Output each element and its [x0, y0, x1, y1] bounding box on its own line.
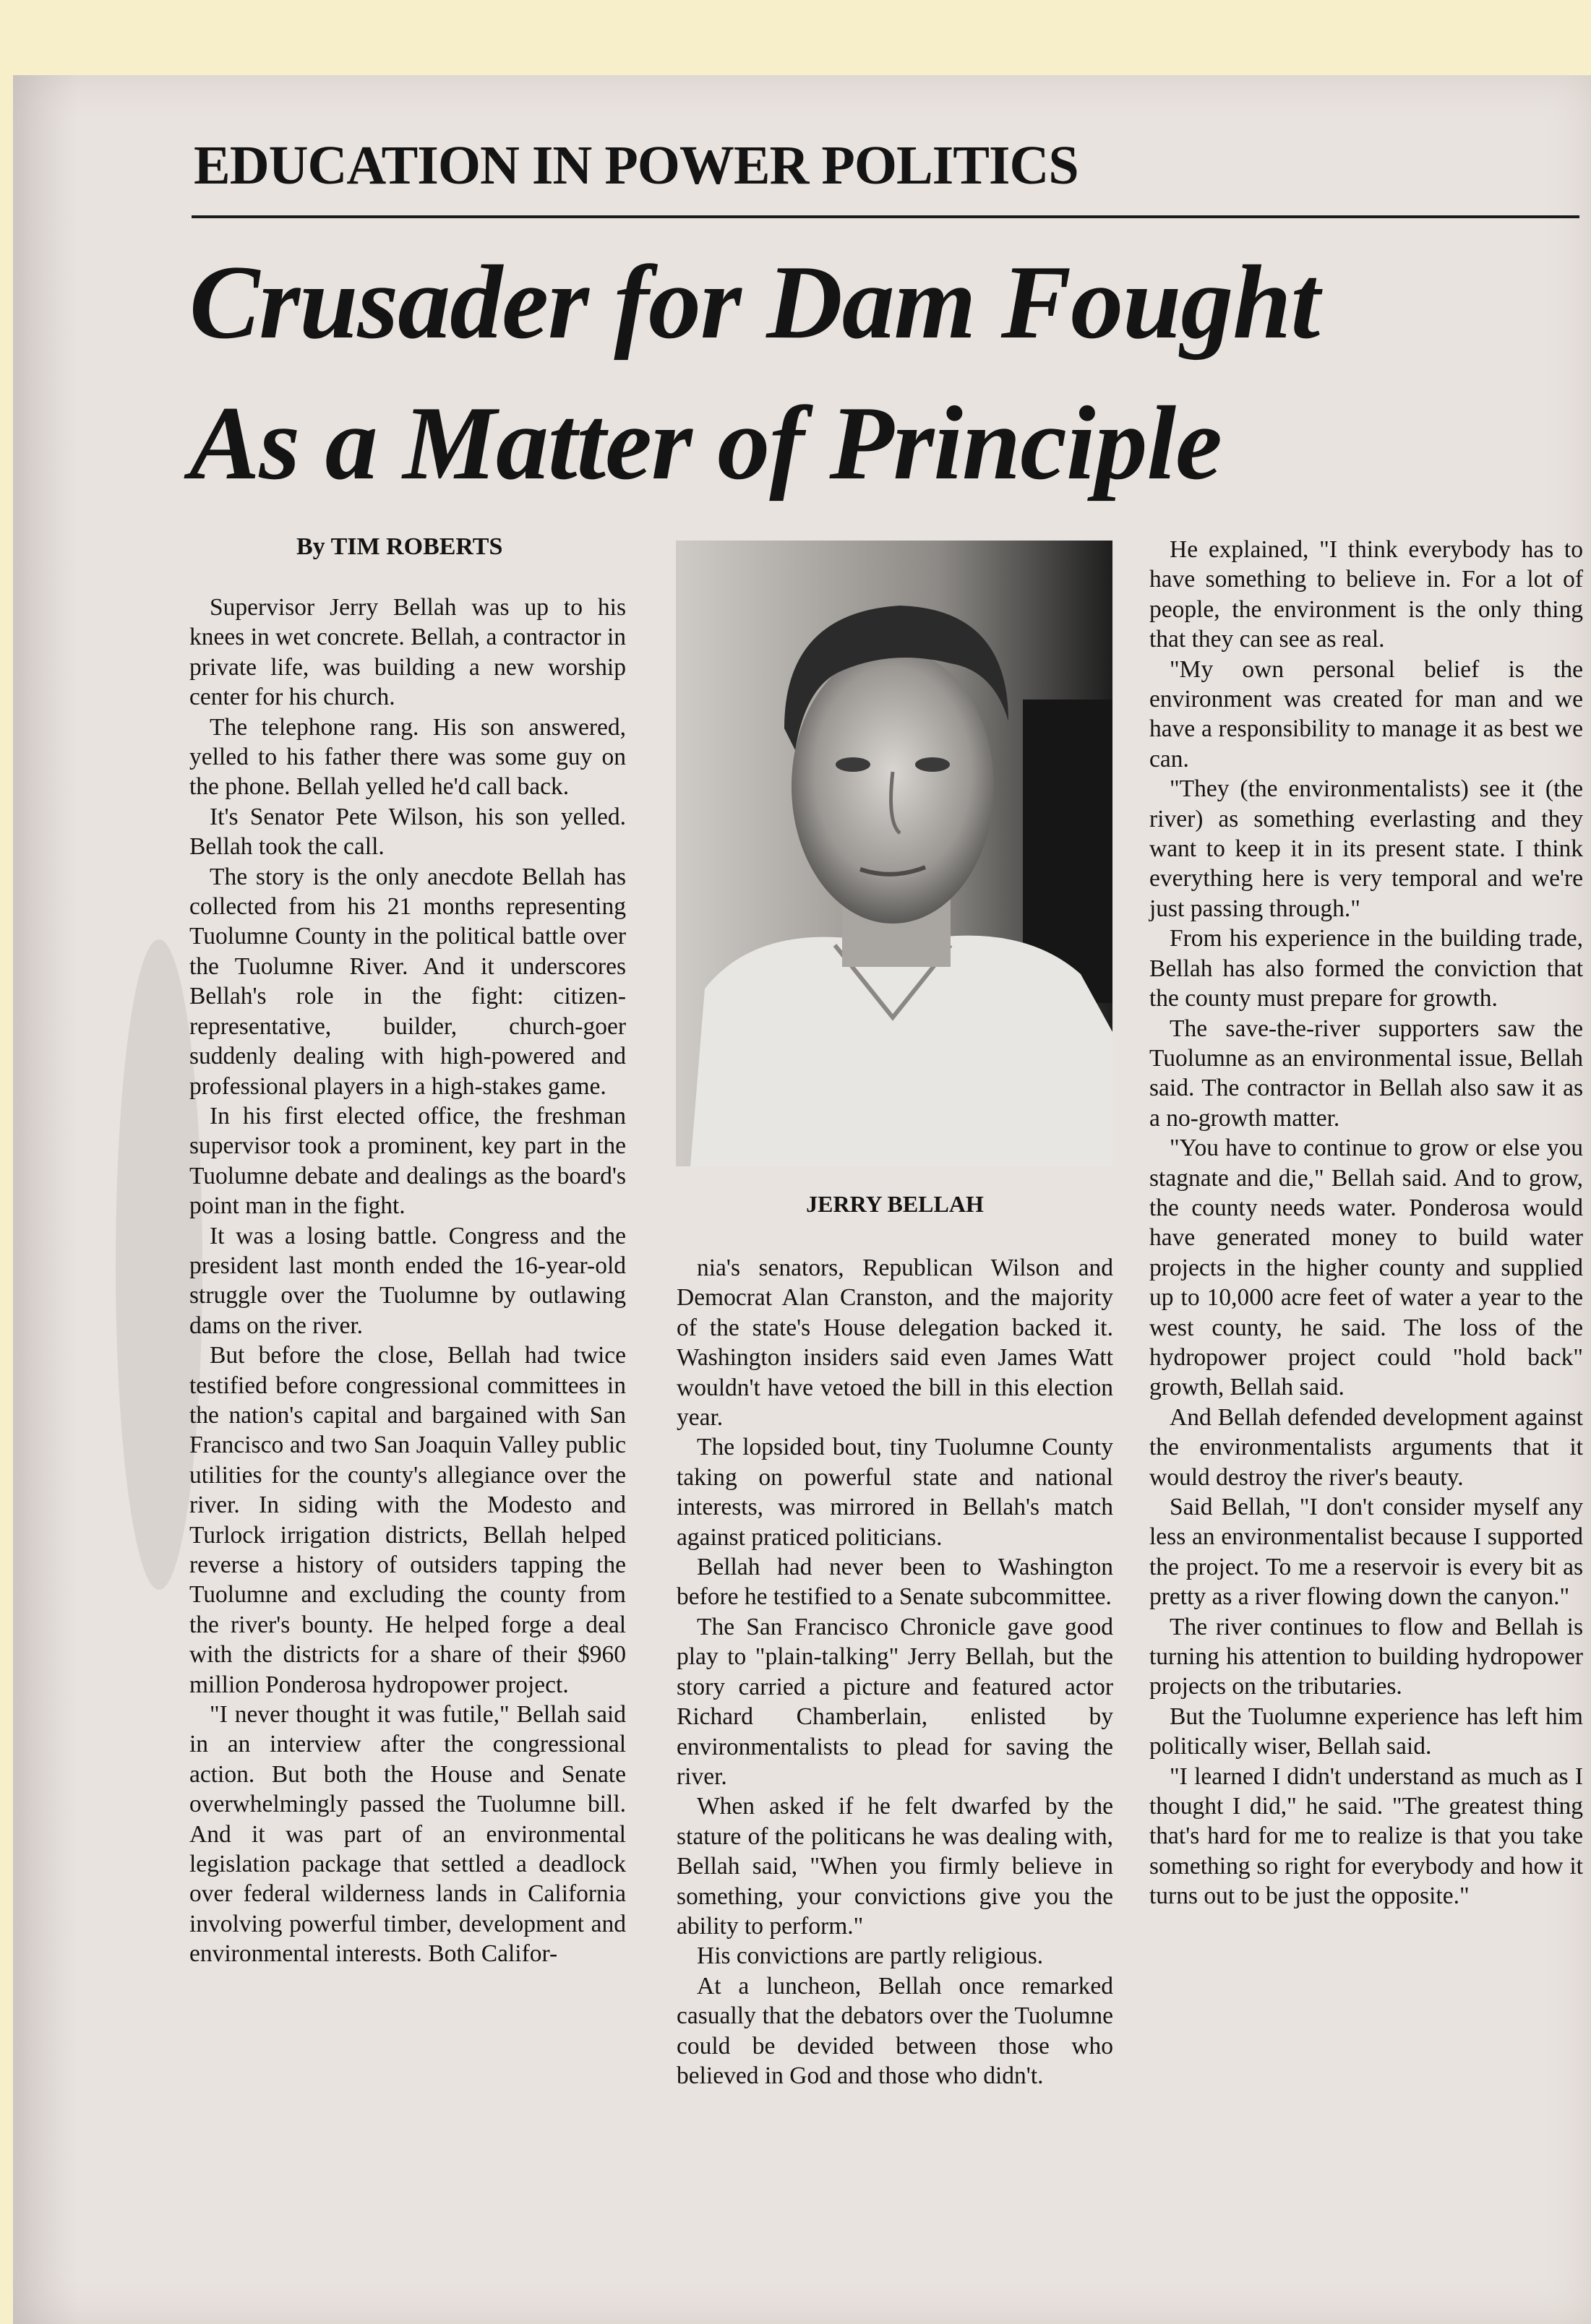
- article-paragraph: At a luncheon, Bellah once remarked casually that the debators over the Tuolumne could be devided between those who believed in God and those who didn't.: [677, 1972, 1113, 2089]
- article-paragraph: "You have to continue to grow or else you stagnate and die," Bellah said. And to grow, the county needs water. Ponderosa would have generated money to build water projects in the higher county and supplied up to 10,000 acre feet of water a year to the west county, he said. The loss of the hydropower project could "hold back" growth, Bellah said.: [1149, 1135, 1583, 1401]
- article-paragraph: Supervisor Jerry Bellah was up to his knees in wet concrete. Bellah, a contractor in private life, was building a new worship center for his church.: [189, 594, 626, 711]
- article-paragraph: But before the close, Bellah had twice testified before congressional committees in the nation's capital and bargained with San Francisco and two San Joaquin Valley public utilities for the county's allegiance over the river. In siding with the Modesto and Turlock irrigation districts, Bellah helped reverse a history of outsiders tapping the Tuolumne and excluding the county from the river's bounty. He helped forge a deal with the districts for a share of their $960 million Ponderosa hydropower project.: [189, 1342, 626, 1698]
- article-paragraph: From his experience in the building trade, Bellah has also formed the conviction that the county must prepare for growth.: [1149, 925, 1583, 1012]
- article-paragraph: Bellah had never been to Washington before he testified to a Senate subcommittee.: [677, 1554, 1113, 1611]
- article-column-3: [1149, 535, 1583, 1911]
- article-paragraph: The save-the-river supporters saw the Tuolumne as an environmental issue, Bellah said. The contractor in Bellah also saw it as a no-growth matter.: [1149, 1015, 1583, 1132]
- article-paragraph: "My own personal belief is the environment was created for man and we have a responsibility to manage it as best we can.: [1149, 655, 1583, 772]
- article-paragraph: But the Tuolumne experience has left him politically wiser, Bellah said.: [1149, 1703, 1583, 1760]
- headline-line-1: Crusader for Dam Fought: [189, 244, 1320, 361]
- article-paragraph: The telephone rang. His son answered, yelled to his father there was some guy on the phone. Bellah yelled he'd call back.: [189, 713, 626, 801]
- article-column-2: [677, 1253, 1113, 2091]
- byline: By TIM ROBERTS: [296, 533, 503, 560]
- article-paragraph: The San Francisco Chronicle gave good play to "plain-talking" Jerry Bellah, but the story carried a picture and featured actor Richard Chamberlain, enlisted by environmentalists to plead for saving the river.: [677, 1613, 1113, 1790]
- article-paragraph: The lopsided bout, tiny Tuolumne County taking on powerful state and national interests, was mirrored in Bellah's match against praticed politicians.: [677, 1434, 1113, 1551]
- article-paragraph: "I learned I didn't understand as much as I thought I did," he said. "The greatest thing that's hard for me to realize is that you take something so right for everybody and how it turns out to be just the opposite.": [1149, 1763, 1583, 1910]
- photo-caption: JERRY BELLAH: [806, 1191, 984, 1217]
- article-paragraph: nia's senators, Republican Wilson and Democrat Alan Cranston, and the majority of the state's House delegation backed it. Washington insiders said even James Watt wouldn't have vetoed the bill in this election year.: [677, 1254, 1113, 1432]
- article-paragraph: The river continues to flow and Bellah is turning his attention to building hydropower projects on the tributaries.: [1149, 1613, 1583, 1700]
- article-paragraph: "I never thought it was futile," Bellah said in an interview after the congressional action. But both the House and Senate overwhelmingly passed the Tuolumne bill. And it was part of an environmental legislation package that settled a deadlock over federal wilderness lands in California involving powerful timber, development and environmental interests. Both Califor-: [189, 1701, 626, 1968]
- headline-line-2: As a Matter of Principle: [189, 384, 1222, 502]
- section-kicker: EDUCATION IN POWER POLITICS: [194, 135, 1078, 196]
- article-paragraph: He explained, "I think everybody has to have something to believe in. For a lot of people, the environment is the only thing that they can see as real.: [1149, 536, 1583, 653]
- article-paragraph: It was a losing battle. Congress and the president last month ended the 16-year-old struggle over the Tuolumne by outlawing dams on the river.: [189, 1222, 626, 1339]
- portrait-illustration: [676, 541, 1112, 1166]
- article-paragraph: When asked if he felt dwarfed by the stature of the politicans he was dealing with, Bellah said, "When you firmly believe in something, your convictions give you the ability to perform.": [677, 1793, 1113, 1940]
- article-paragraph: In his first elected office, the freshman supervisor took a prominent, key part in the Tuolumne debate and dealings as the board's point man in the fight.: [189, 1102, 626, 1220]
- paper-edge-shadow: [13, 75, 78, 2324]
- article-paragraph: "They (the environmentalists) see it (the river) as something everlasting and they want to keep it in its present state. I think everything here is very temporal and we're just passing through.": [1149, 775, 1583, 922]
- article-paragraph: And Bellah defended development against the environmentalists arguments that it would destroy the river's beauty.: [1149, 1403, 1583, 1491]
- article-paragraph: It's Senator Pete Wilson, his son yelled. Bellah took the call.: [189, 803, 626, 861]
- article-column-1: [189, 593, 626, 1969]
- article-paragraph: His convictions are partly religious.: [697, 1942, 1044, 1970]
- portrait-photo: [676, 541, 1112, 1166]
- article-paragraph: The story is the only anecdote Bellah has collected from his 21 months representing Tuolumne County in the political battle over the Tuolumne River. And it underscores Bellah's role in the fight: citizen-representative, builder, church-goer suddenly dealing with high-powered and professional players in a high-stakes game.: [189, 863, 626, 1100]
- kicker-rule: [192, 215, 1579, 218]
- article-paragraph: Said Bellah, "I don't consider myself any less an environmentalist because I supported the project. To me a reservoir is every bit as pretty as a river flowing down the canyon.": [1149, 1494, 1583, 1611]
